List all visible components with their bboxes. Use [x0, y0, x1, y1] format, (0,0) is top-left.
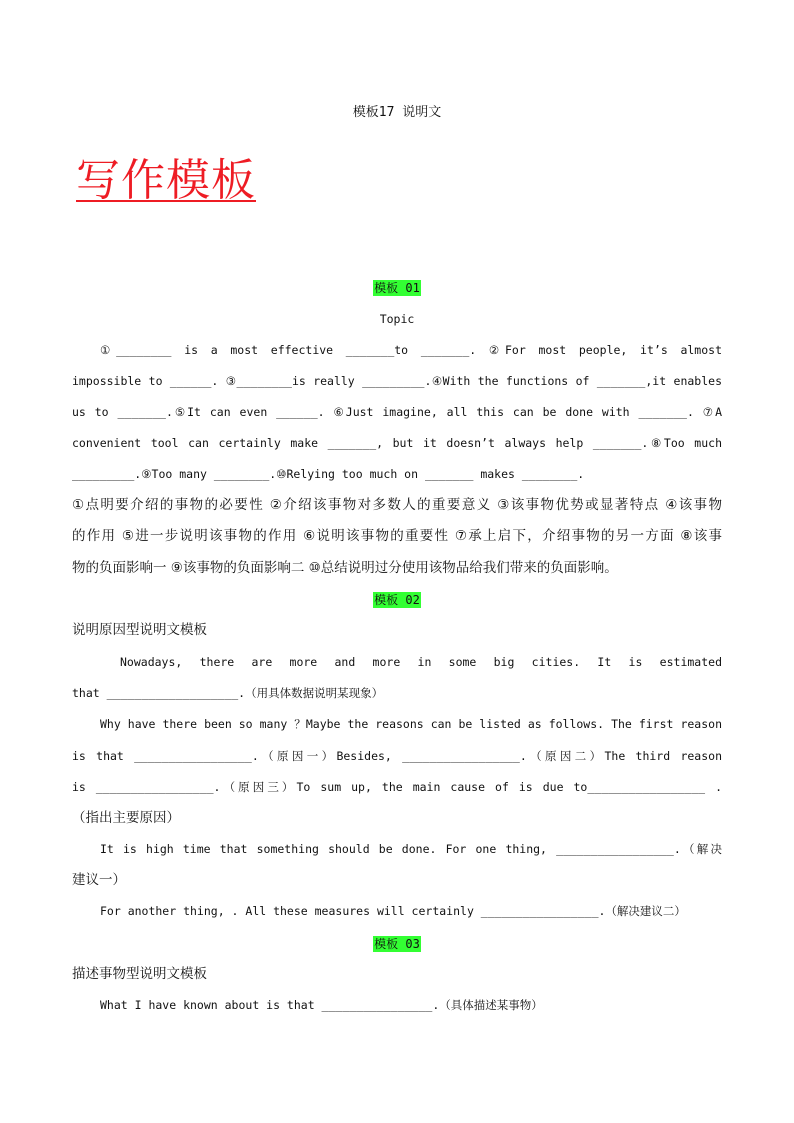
template-line: （指出主要原因） — [72, 810, 180, 826]
template-line: It is high time that something should be done. For one thing, _________________.（解决 — [100, 842, 722, 856]
template-line: is _________________.（原因三）To sum up, the main cause of is due to_________________ . — [72, 780, 722, 794]
note-line: ①点明要介绍的事物的必要性 ②介绍该事物对多数人的重要意义 ③该事物优势或显著特点 ④该事物 — [72, 497, 722, 513]
template-line: that ___________________.（用具体数据说明某现象） — [72, 686, 384, 700]
section-heading: 说明原因型说明文模板 — [72, 622, 207, 638]
template-line: _________.⑨Too many ________.⑩Relying too much on _______ makes ________. — [72, 467, 585, 481]
template-tag-01: 模板 01 — [374, 281, 420, 295]
template-line: 建议一） — [72, 872, 126, 888]
page-title: 模板17 说明文 — [352, 105, 442, 120]
template-line: Why have there been so many ？Maybe the reasons can be listed as follows. The first reason — [100, 717, 722, 731]
template-line: For another thing, . All these measures will certainly _________________.（解决建议二） — [100, 904, 686, 918]
template-line: convenient tool can certainly make _______, but it doesn’t always help _______.⑧Too much — [72, 436, 722, 450]
template-line: impossible to ______. ③________is really _________.④With the functions of _______,it enables — [72, 374, 722, 388]
template-line: is that _________________.（原因一）Besides, _________________.（原因二）The third reason — [72, 749, 722, 763]
template-tag-02: 模板 02 — [374, 593, 420, 607]
template-line: What I have known about is that ________________.（具体描述某事物） — [100, 998, 543, 1012]
writing-template-banner: 写作模板 — [76, 155, 256, 206]
note-line: 的作用 ⑤进一步说明该事物的作用 ⑥说明该事物的重要性 ⑦承上启下，介绍事物的另一方面 ⑧该事 — [72, 528, 722, 544]
note-line: 物的负面影响一 ⑨该事物的负面影响二 ⑩总结说明过分使用该物品给我们带来的负面影响。 — [72, 560, 618, 576]
template-line: us to _______.⑤It can even ______. ⑥Just imagine, all this can be done with _______. ⑦A — [72, 405, 722, 419]
section-heading: 描述事物型说明文模板 — [72, 966, 207, 982]
template-line: ①________ is a most effective _______to _______. ②For most people, it’s almost — [100, 343, 722, 357]
template-line: Nowadays, there are more and more in some big cities. It is estimated — [120, 655, 722, 669]
topic-label: Topic — [379, 312, 415, 326]
template-tag-03: 模板 03 — [374, 937, 420, 951]
